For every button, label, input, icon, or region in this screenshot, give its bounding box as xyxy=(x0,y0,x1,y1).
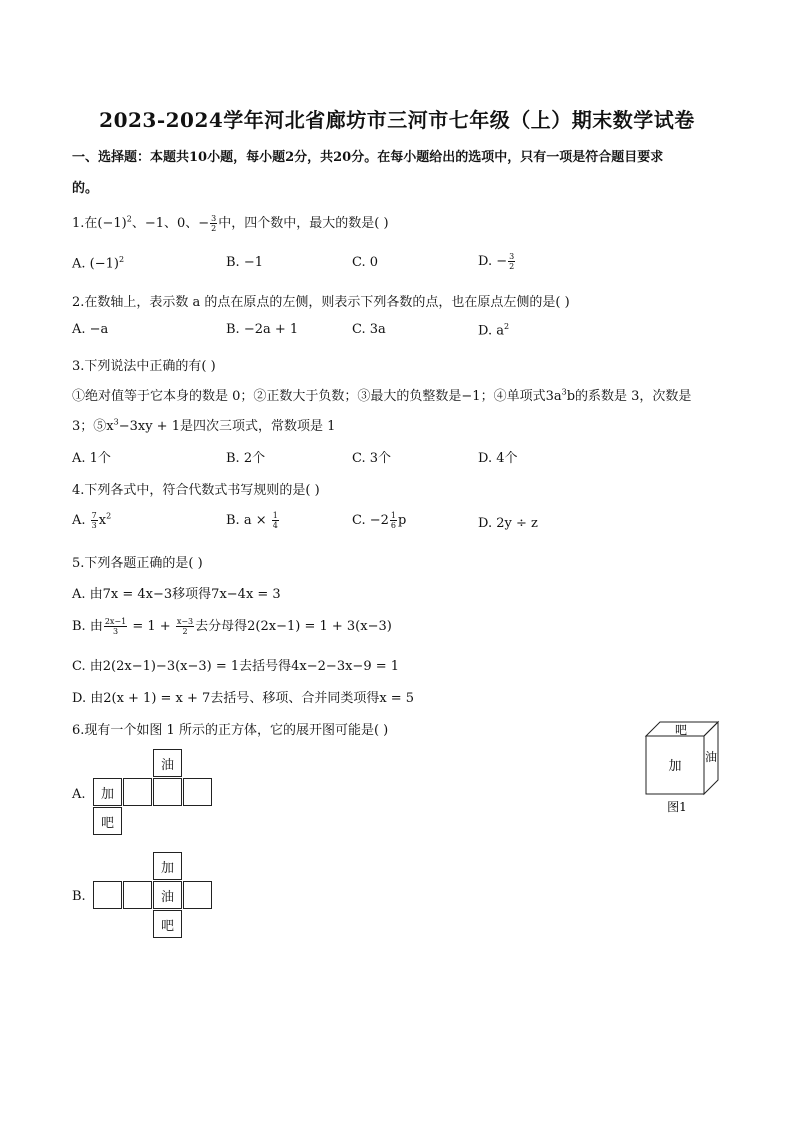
net-b-cell xyxy=(183,881,212,909)
net-b-cell-center: 油 xyxy=(153,881,182,909)
question-1-stem xyxy=(72,212,389,233)
q3-option-c: C. 3个 xyxy=(352,451,392,466)
q5-option-a: A. 由7x = 4x−3移项得7x−4x = 3 xyxy=(72,587,281,602)
q1-option-a: A. $(-1)^2$ xyxy=(72,255,125,272)
q3-statements-line2: 3；$⑤x^3-3xy + 1$是四次三项式，常数项是 1 xyxy=(72,417,336,434)
net-b-cell-bottom: 吧 xyxy=(153,910,182,938)
net-a-cell xyxy=(183,778,212,806)
section-heading-line1: 一、选择题：本题共10小题，每小题2分，共20分。在每小题给出的选项中，只有一项是符合题目要求 xyxy=(72,150,664,165)
q2-option-a: A. −a xyxy=(72,322,109,337)
section-heading-line2: 的。 xyxy=(72,181,99,196)
q3-statements-line1: ①绝对值等于它本身的数是 0；②正数大于负数；③最大的负整数是−1；④单项式$3a^3b$的系数是 3，次数是 xyxy=(72,387,692,404)
page-title: 2023-2024学年河北省廊坊市三河市七年级（上）期末数学试卷 xyxy=(99,108,695,132)
q1-option-c: C. 0 xyxy=(352,255,379,270)
net-a-cell-left: 加 xyxy=(93,778,122,806)
q3-option-b: B. 2个 xyxy=(226,451,266,466)
q1-text-suffix: 中，四个数中，最大的数是( ) xyxy=(218,216,389,231)
q1-exponent: 2 xyxy=(126,214,132,224)
q5-option-d: D. 由2(x + 1) = x + 7去括号、移项、合并同类项得x = 5 xyxy=(72,691,415,706)
question-2-stem: 2.在数轴上，表示数 a 的点在原点的左侧，则表示下列各数的点，也在原点左侧的是( ) xyxy=(72,295,570,310)
net-b-cell-top: 加 xyxy=(153,852,182,880)
q4-option-b: B. a × $\frac{1}{4}$ xyxy=(226,511,278,530)
cube-right-label: 油 xyxy=(704,750,718,764)
q6-option-b-label: B. xyxy=(72,889,86,904)
q2-option-d: D. $a^2$ xyxy=(478,322,510,339)
net-a-cell xyxy=(153,778,182,806)
q5-option-c: C. 由2(2x−1)−3(x−3) = 1去括号得4x−2−3x−9 = 1 xyxy=(72,659,400,674)
net-b-cell xyxy=(123,881,152,909)
question-4-stem: 4.下列各式中，符合代数式书写规则的是( ) xyxy=(72,483,320,498)
q1-option-d: D. − $\frac{3}{2}$ xyxy=(478,252,515,271)
question-6-stem: 6.现有一个如图 1 所示的正方体，它的展开图可能是( ) xyxy=(72,723,389,738)
q1-text-prefix: 1.在(−1) xyxy=(72,216,127,231)
question-3-stem: 3.下列说法中正确的有( ) xyxy=(72,359,216,374)
q4-option-a: A. $\frac{7}{3}$ $x^2$ xyxy=(72,511,112,530)
q4-option-c: C. −2 $\frac{1}{6}$ p xyxy=(352,511,407,530)
question-5-stem: 5.下列各题正确的是( ) xyxy=(72,556,203,571)
q3-option-d: D. 4个 xyxy=(478,451,518,466)
q1-text-middle: 、−1、0、− xyxy=(131,216,210,231)
q2-option-b: B. −2a + 1 xyxy=(226,322,299,337)
q1-fraction: $\frac{3}{2}$ xyxy=(211,214,217,233)
net-a-cell xyxy=(123,778,152,806)
cube-figure xyxy=(640,716,730,816)
cube-top-label: 吧 xyxy=(674,723,688,737)
cube-front-label: 加 xyxy=(668,759,682,774)
q6-option-a-label: A. xyxy=(72,787,86,802)
q1-option-b: B. −1 xyxy=(226,255,263,270)
net-a-cell-bottom: 吧 xyxy=(93,807,122,835)
cube-caption: 图1 xyxy=(667,800,687,814)
q3-option-a: A. 1个 xyxy=(72,451,111,466)
net-b-cell xyxy=(93,881,122,909)
net-a-cell-top: 油 xyxy=(153,749,182,777)
q4-option-d: D. 2y ÷ z xyxy=(478,516,538,531)
q5-option-b: B. 由 $\frac{2x-1}{3}$ = 1 + $\frac{x-3}{2}$ 去分母得2(2x−1) = 1 + 3(x−3) xyxy=(72,617,392,636)
q2-option-c: C. 3a xyxy=(352,322,386,337)
